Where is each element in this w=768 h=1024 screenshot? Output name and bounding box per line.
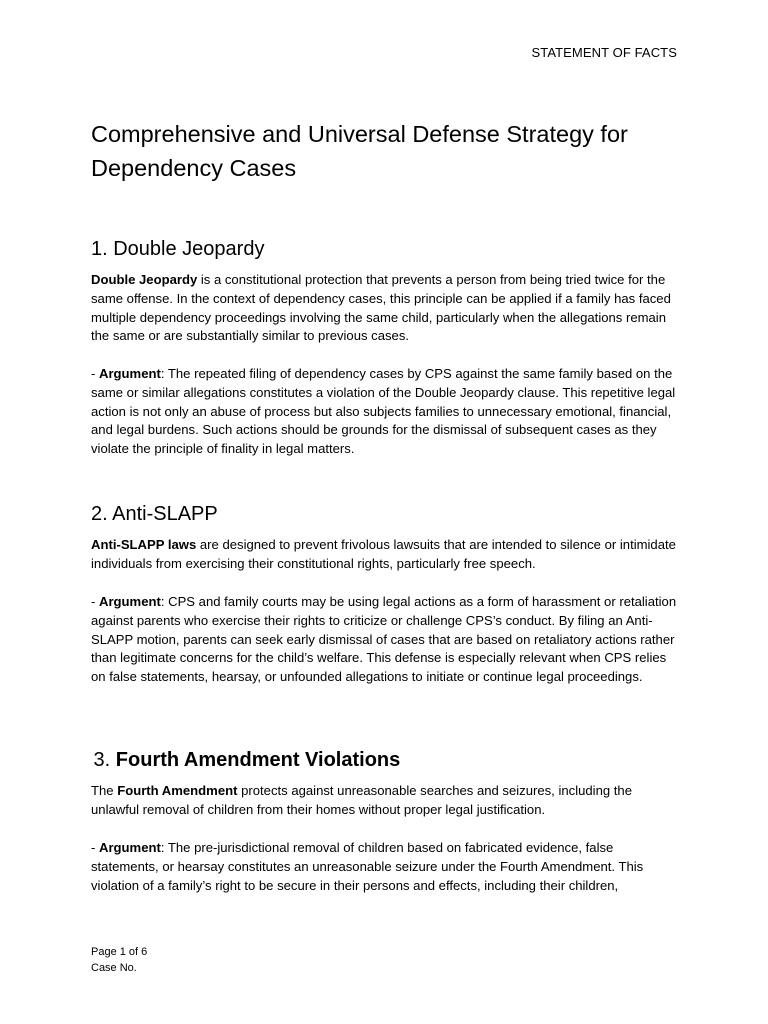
page-number: Page 1 of 6 [91, 946, 148, 958]
argument-label: Argument [99, 840, 161, 855]
document-title: Comprehensive and Universal Defense Strategy for Dependency Cases [91, 121, 628, 181]
paragraph-text: is a constitutional protection that prevents a person from being tried twice for the same offense. In the context of dependency cases, this principle can be applied if a family has faced multiple dependency proceedings involving the same child, particularly when the allegations remain the same or are substantially similar to previous cases. [91, 272, 671, 344]
argument-prefix: - [91, 840, 99, 855]
section-1-intro-paragraph [91, 271, 681, 346]
section-3-intro-paragraph [91, 782, 681, 820]
paragraph-text: : The pre-jurisdictional removal of children based on fabricated evidence, false statements, or hearsay constitutes an unreasonable seizure under the Fourth Amendment. This violation of a family’s right to be secure in their persons and effects, including their children, [91, 840, 644, 893]
section-2-intro-paragraph [91, 536, 681, 574]
section-heading-anti-slapp: 2. Anti-SLAPP [91, 503, 218, 525]
argument-prefix: - [91, 366, 99, 381]
paragraph-text: : CPS and family courts may be using legal actions as a form of harassment or retaliation against parents who exercise their rights to criticize or challenge CPS’s conduct. By filing an Anti-SLAPP motion, parents can seek early dismissal of cases that are based on retaliatory actions rather than legitimate concerns for the child’s welfare. This defense is especially relevant when CPS relies on false statements, hearsay, or unfounded allegations to initiate or continue legal proceedings. [91, 594, 677, 685]
running-header: STATEMENT OF FACTS [531, 45, 677, 60]
paragraph-text: : The repeated filing of dependency cases by CPS against the same family based on the same or similar allegations constitutes a violation of the Double Jeopardy clause. This repetitive legal action is not only an abuse of process but also subjects families to unnecessary emotional, financial, and legal burdens. Such actions should be grounds for the dismissal of subsequent cases as they violate the principle of finality in legal matters. [91, 366, 676, 457]
bold-term: Anti-SLAPP laws [91, 537, 197, 552]
argument-prefix: - [91, 594, 99, 609]
paragraph-text: protects against unreasonable searches and seizures, including the unlawful removal of children from their homes without proper legal justification. [91, 783, 632, 817]
bold-term: Fourth Amendment [117, 783, 238, 798]
heading-number: 3. [88, 749, 116, 771]
paragraph-text: are designed to prevent frivolous lawsuits that are intended to silence or intimidate individuals from exercising their constitutional rights, particularly free speech. [91, 537, 676, 571]
argument-label: Argument [99, 594, 161, 609]
argument-label: Argument [99, 366, 161, 381]
section-2-argument-paragraph [91, 593, 681, 687]
section-1-argument-paragraph [91, 365, 681, 459]
heading-bold-text: Fourth Amendment Violations [115, 749, 401, 771]
paragraph-lead: The [91, 783, 118, 798]
bold-term: Double Jeopardy [91, 272, 198, 287]
case-number-label: Case No. [91, 962, 137, 974]
section-heading-double-jeopardy: 1. Double Jeopardy [91, 238, 265, 260]
section-heading-fourth-amendment [88, 747, 400, 773]
section-3-argument-paragraph [91, 839, 681, 895]
